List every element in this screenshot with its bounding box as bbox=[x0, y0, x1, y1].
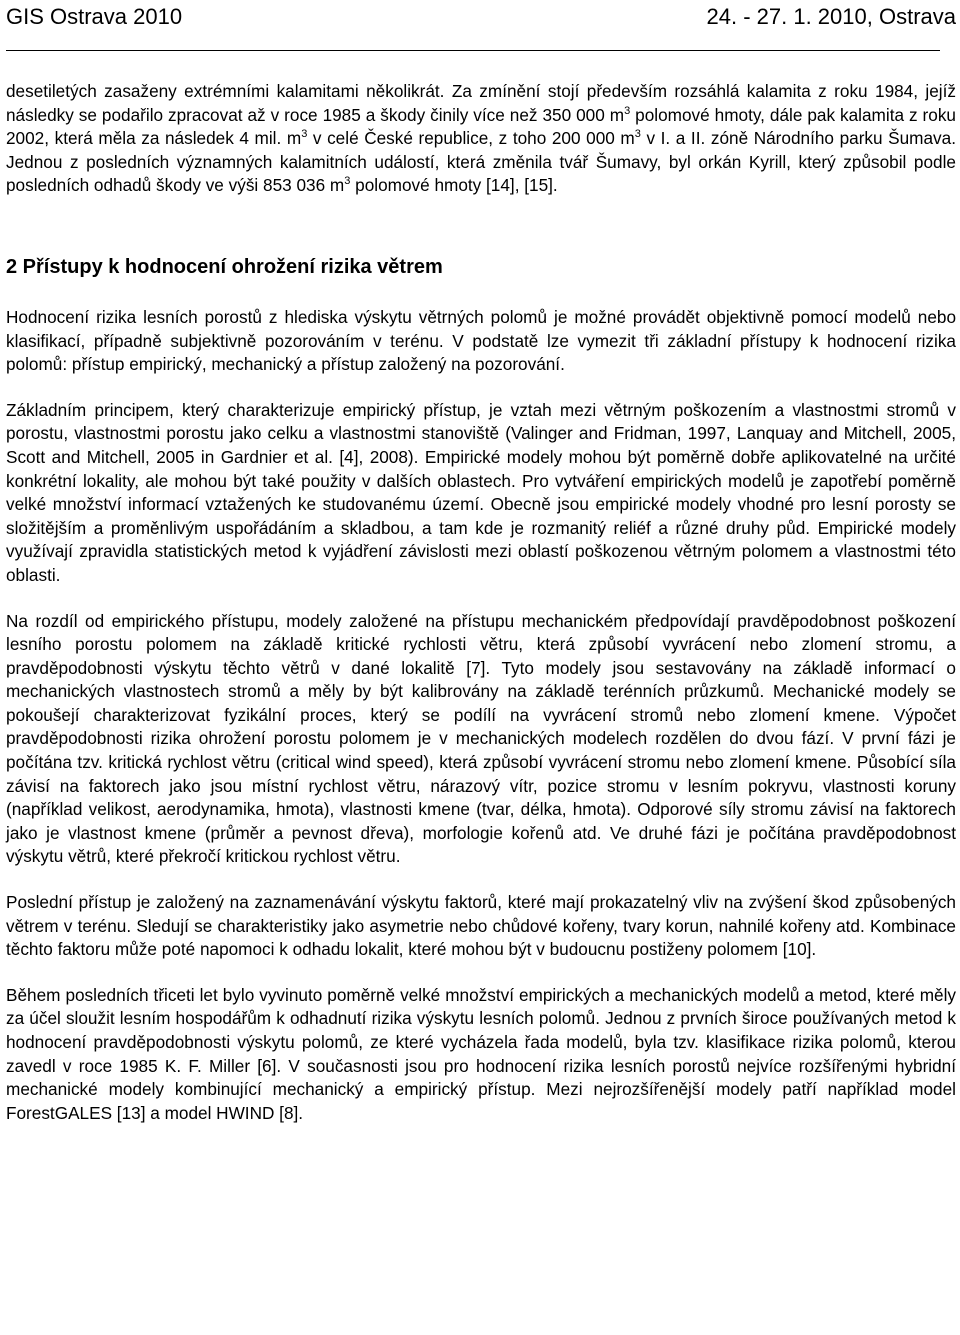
superscript: 3 bbox=[344, 175, 351, 188]
paragraph-mechanical: Na rozdíl od empirického přístupu, modely založené na přístupu mechanickém předpovídají pravděpodobnost poškození lesního porostu polomem na základě kritické rychlosti větru, která způsobí vyvrácení nebo zlomení stromu, a pravděpodobnosti výskytu těchto větrů v dané lokalitě [7]. Tyto modely jsou sestavovány na základě informací o mechanických vlastnostech stromů a měly by být kalibrovány na základě terénních průzkumů. Mechanické modely se pokoušejí charakterizovat fyzikální proces, který se podílí na vyvrácení stromů nebo zlomení kmene. Výpočet pravděpodobnosti rizika ohrožení porostu polomem je v mechanických modelech rozdělen do dvou fází. V první fázi je počítána tzv. kritická rychlost větru (critical wind speed), která způsobí vyvrácení stromu nebo zlomení kmene. Působící síla závisí na faktorech jako jsou místní rychlost větru, nárazový vítr, pozice stromu v lesním pokryvu, vlastnosti koruny (například velikost, aerodynamika, hmota), vlastnosti kmene (tvar, délka, hmota). Odporové síly stromu závisí na faktorech jako je vlastnost kmene (průměr a pevnost dřeva), morfologie kořenů atd. Ve druhé fázi je počítána pravděpodobnost výskytu větrů, které překročí kritickou rychlost větru. bbox=[6, 610, 956, 867]
conference-title: GIS Ostrava 2010 bbox=[6, 4, 183, 29]
intro-text-3: v celé České republice, z toho 200 000 m bbox=[307, 128, 635, 149]
intro-text-4: v I. a II. zóně Národního parku Šumava. Jednou z posledních významných kalamitních událostí, která změnila tvář Šumavy, byl orkán Kyrill, který způsobil podle posledních odhadů škody ve výši 853 036 m bbox=[6, 128, 956, 196]
document-body bbox=[6, 80, 956, 1125]
page-header bbox=[6, 2, 956, 32]
paragraph-models-overview: Během posledních třiceti let bylo vyvinuto poměrně velké množství empirických a mechanických modelů a metod, které měly za účel sloužit lesním hospodářům k odhadnutí rizika výskytu lesních polomů. Jednou z prvních široce používaných metod k hodnocení pravděpodobnosti výskytu polomů, ze které vycházela řada modelů, byla tzv. klasifikace rizika polomů, kterou zavedl v roce 1985 K. F. Miller [6]. V současnosti jsou pro hodnocení rizika lesních porostů nejvíce rozšířenými hybridní mechanické modely kombinující mechanický a empirický přístup. Mezi nejrozšířenější modely patří například model ForestGALES [13] a model HWIND [8]. bbox=[6, 984, 956, 1123]
superscript: 3 bbox=[301, 128, 308, 141]
intro-text-1: desetiletých zasaženy extrémními kalamitami několikrát. Za zmínění stojí především rozsáhlá kalamita z roku 1984, jejíž následky se podařilo zpracovat až v roce 1985 a škody činily více než 350 000 m bbox=[6, 81, 956, 125]
paragraph-observation: Poslední přístup je založený na zaznamenávání výskytu faktorů, které mají prokazatelný vliv na zvýšení škod způsobených větrem v terénu. Sledují se charakteristiky jako asymetrie nebo chůdové kořeny, tvary korun, nahnilé kořeny atd. Kombinace těchto faktoru může poté napomoci k odhadu lokalit, které mohou být v budoucnu postiženy polomem [10]. bbox=[6, 892, 956, 960]
intro-paragraph bbox=[6, 80, 956, 198]
superscript: 3 bbox=[624, 104, 631, 117]
paragraph-empirical: Základním principem, který charakterizuje empirický přístup, je vztah mezi větrným poškozením a vlastnostmi stromů v porostu, vlastnostmi porostu jako celku a vlastnostmi stanoviště (Valinger and Fridman, 1997, Lanquay and Mitchell, 2005, Scott and Mitchell, 2005 in Gardnier et al. [4], 2008). Empirické modely mohou být poměrně dobře aplikovatelné na určité konkrétní lokality, ale mohou být také použity v dalších oblastech. Pro vytváření empirických modelů je zapotřebí poměrně velké množství informací vztažených ke studovanému území. Obecně jsou empirické modely vhodné pro lesní porosty se složitějším a proměnlivým uspořádáním a skladbou, a tam kde je rozmanitý reliéf a různé druhy půd. Empirické modely využívají zpravidla statistických metod k vyjádření závislosti mezi oblastí poškozenou větrným polomem a vlastnostmi této oblasti. bbox=[6, 399, 956, 585]
header-rule bbox=[6, 50, 940, 51]
section-heading: 2 Přístupy k hodnocení ohrožení rizika větrem bbox=[6, 255, 443, 278]
paragraph-approaches: Hodnocení rizika lesních porostů z hlediska výskytu větrných polomů je možné provádět objektivně pomocí modelů nebo klasifikací, případně subjektivně pozorováním v terénu. V podstatě lze vymezit tři základní přístupy k hodnocení rizika polomů: přístup empirický, mechanický a přístup založený na pozorování. bbox=[6, 306, 956, 375]
intro-text-5: polomové hmoty [14], [15]. bbox=[350, 175, 558, 196]
intro-text-2: polomové hmoty, dále pak kalamita z roku 2002, která měla za následek 4 mil. m bbox=[6, 104, 956, 149]
superscript: 3 bbox=[634, 128, 641, 141]
conference-date-place: 24. - 27. 1. 2010, Ostrava bbox=[706, 4, 956, 29]
